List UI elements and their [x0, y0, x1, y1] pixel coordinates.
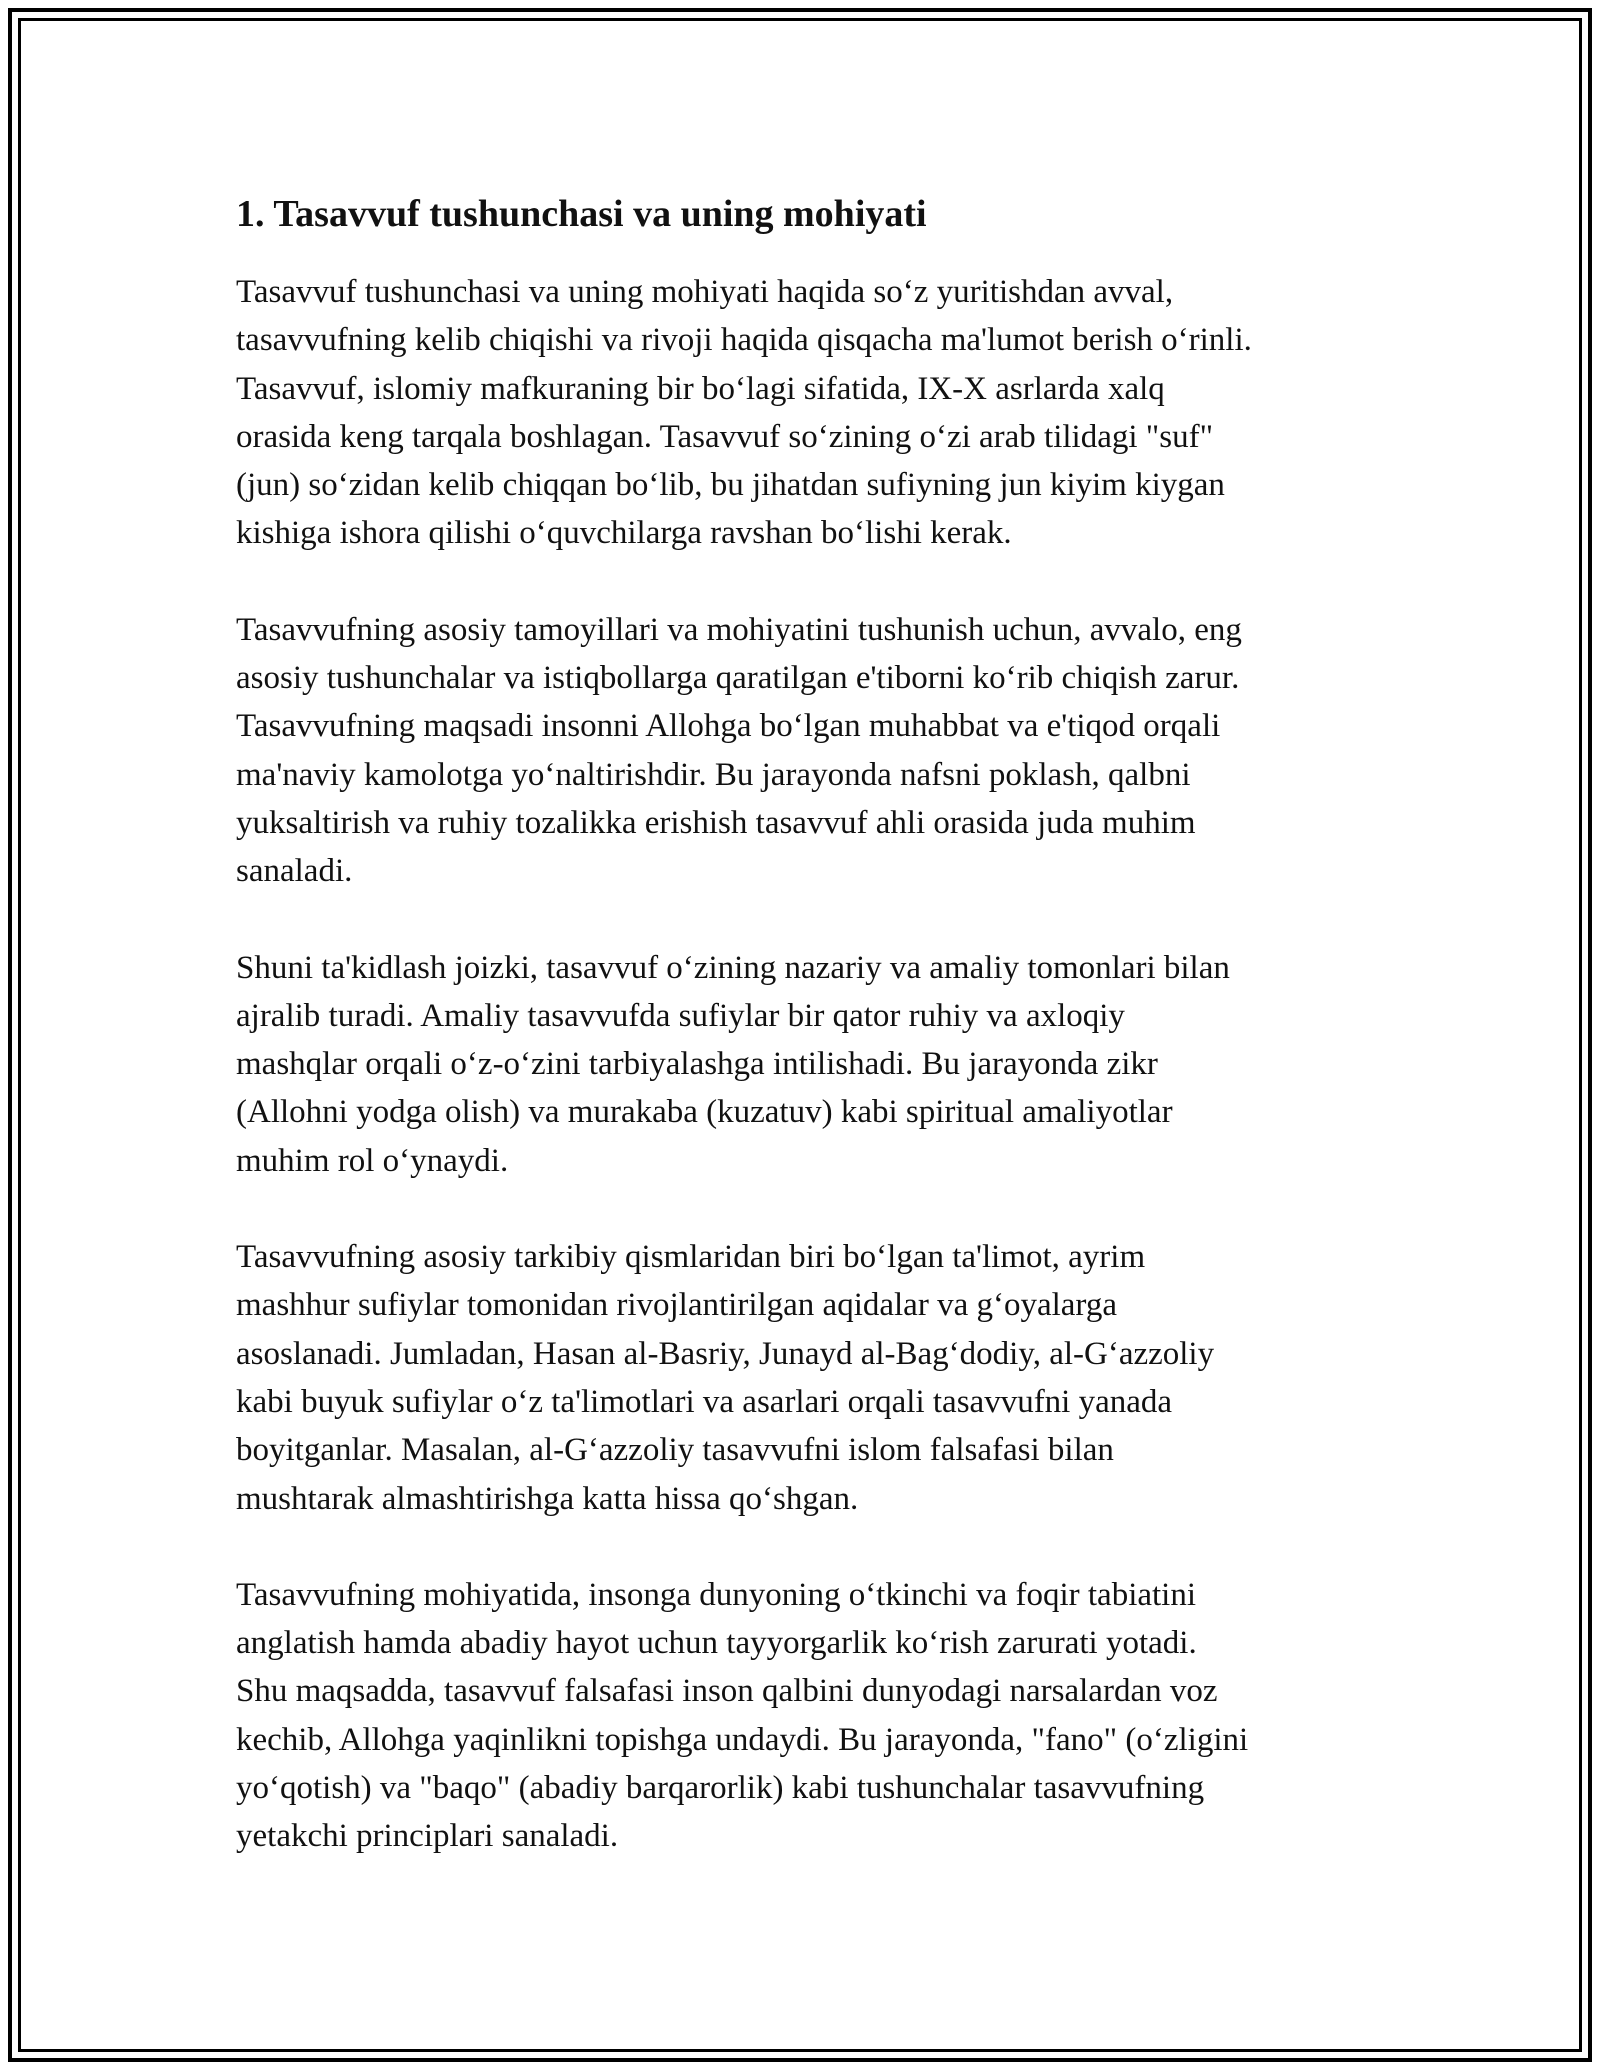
text-line: ma'naviy kamolotga yo‘naltirishdir. Bu jarayonda nafsni poklash, qalbni: [236, 756, 1191, 793]
text-line: Tasavvufning maqsadi insonni Allohga bo‘lgan muhabbat va e'tiqod orqali: [236, 708, 1221, 745]
text-line: muhim rol o‘ynaydi.: [236, 1142, 509, 1179]
text-line: ajralib turadi. Amaliy tasavvufda sufiylar bir qator ruhiy va axloqiy: [236, 997, 1125, 1034]
paragraph-2: [236, 606, 1386, 896]
text-line: anglatish hamda abadiy hayot uchun tayyorgarlik ko‘rish zarurati yotadi.: [236, 1625, 1197, 1662]
text-line: kabi buyuk sufiylar o‘z ta'limotlari va asarlari orqali tasavvufni yanada: [236, 1383, 1173, 1420]
paragraph-3: [236, 944, 1386, 1185]
text-line: yetakchi principlari sanaladi.: [236, 1818, 619, 1855]
text-line: kechib, Allohga yaqinlikni topishga undaydi. Bu jarayonda, "fano" (o‘zligini: [236, 1721, 1249, 1758]
text-line: (Allohni yodga olish) va murakaba (kuzatuv) kabi spiritual amaliyotlar: [236, 1094, 1173, 1131]
text-line: Tasavvufning asosiy tarkibiy qismlaridan biri bo‘lgan ta'limot, ayrim: [236, 1239, 1146, 1276]
text-line: boyitganlar. Masalan, al-G‘azzoliy tasavvufni islom falsafasi bilan: [236, 1432, 1114, 1469]
text-line: Tasavvuf, islomiy mafkuraning bir bo‘lagi sifatida, IX-X asrlarda xalq: [236, 370, 1165, 407]
text-line: mushtarak almashtirishga katta hissa qo‘shgan.: [236, 1480, 859, 1517]
text-line: kishiga ishora qilishi o‘quvchilarga ravshan bo‘lishi kerak.: [236, 515, 1012, 552]
text-line: asoslanadi. Jumladan, Hasan al-Basriy, Junayd al-Bag‘dodiy, al-G‘azzoliy: [236, 1335, 1215, 1372]
section-heading: 1. Tasavvuf tushunchasi va uning mohiyati: [236, 193, 927, 235]
text-line: orasida keng tarqala boshlagan. Tasavvuf so‘zining o‘zi arab tilidagi "suf": [236, 418, 1214, 455]
document-body: [236, 186, 1386, 1909]
text-line: Tasavvufning asosiy tamoyillari va mohiyatini tushunish uchun, avvalo, eng: [236, 611, 1242, 648]
text-line: yuksaltirish va ruhiy tozalikka erishish tasavvuf ahli orasida juda muhim: [236, 804, 1196, 841]
text-line: Shu maqsadda, tasavvuf falsafasi inson qalbini dunyodagi narsalardan voz: [236, 1673, 1218, 1710]
text-line: Shuni ta'kidlash joizki, tasavvuf o‘zining nazariy va amaliy tomonlari bilan: [236, 949, 1230, 986]
paragraph-1: [236, 268, 1386, 558]
text-line: asosiy tushunchalar va istiqbollarga qaratilgan e'tiborni ko‘rib chiqish zarur.: [236, 660, 1240, 697]
paragraph-5: [236, 1571, 1386, 1861]
text-line: yo‘qotish) va "baqo" (abadiy barqarorlik) kabi tushunchalar tasavvufning: [236, 1770, 1205, 1807]
text-line: Tasavvufning mohiyatida, insonga dunyoning o‘tkinchi va foqir tabiatini: [236, 1576, 1197, 1613]
text-line: Tasavvuf tushunchasi va uning mohiyati haqida so‘z yuritishdan avval,: [236, 274, 1174, 310]
text-line: (jun) so‘zidan kelib chiqqan bo‘lib, bu jihatdan sufiyning jun kiyim kiygan: [236, 467, 1225, 504]
text-line: tasavvufning kelib chiqishi va rivoji haqida qisqacha ma'lumot berish o‘rinli.: [236, 322, 1252, 359]
text-line: mashhur sufiylar tomonidan rivojlantirilgan aqidalar va g‘oyalarga: [236, 1287, 1117, 1324]
text-line: mashqlar orqali o‘z-o‘zini tarbiyalashga intilishadi. Bu jarayonda zikr: [236, 1046, 1158, 1083]
paragraph-4: [236, 1233, 1386, 1523]
text-line: sanaladi.: [236, 853, 353, 890]
